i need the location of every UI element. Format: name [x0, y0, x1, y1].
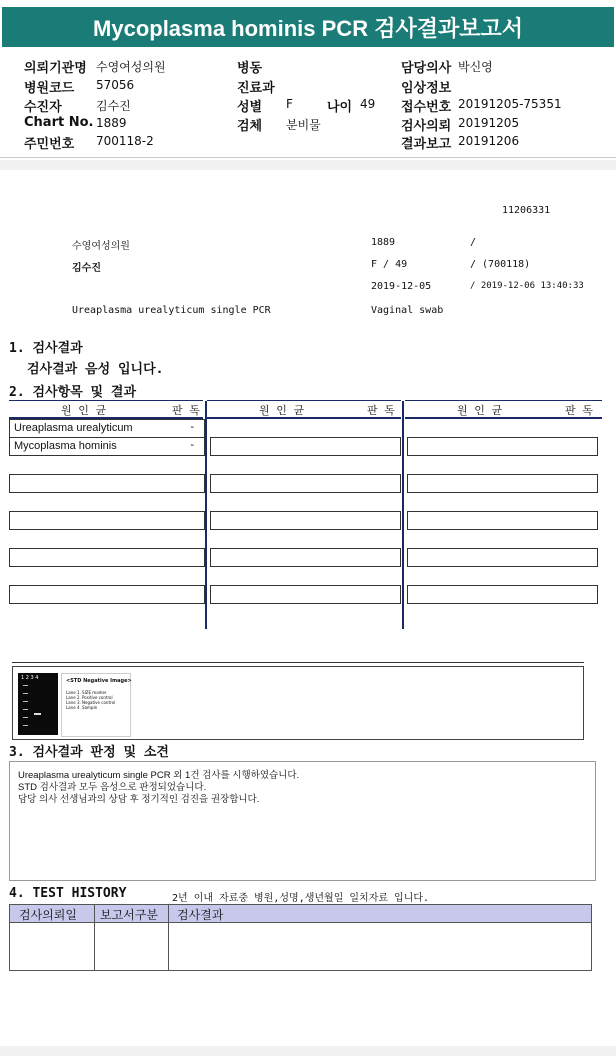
history-col-result: 검사결과 [177, 908, 224, 922]
clinical-label: 임상정보 [401, 81, 452, 96]
organism-name: Ureaplasma urealyticum [14, 422, 133, 434]
report-slash: / [470, 237, 477, 248]
table-divider-2 [402, 401, 404, 629]
history-col-type: 보고서구분 [100, 908, 158, 922]
result-row-mycoplasma [9, 437, 205, 456]
empty-cell [407, 474, 598, 493]
report-number: 11206331 [502, 205, 551, 216]
col-result-1: 판 독 [172, 404, 200, 417]
opinion-line: STD 검사결과 모두 음성으로 판정되었습니다. [18, 782, 207, 793]
empty-cell [210, 548, 401, 567]
gel-image [18, 673, 58, 735]
sex-value: F [286, 97, 293, 111]
age-value: 49 [360, 97, 376, 111]
gel-legend-line: Lane 2. Positive control [66, 695, 113, 700]
empty-cell [210, 585, 401, 604]
history-table-header [9, 904, 592, 923]
code-label: 병원코드 [24, 81, 75, 96]
section2-title: 2. 검사항목 및 결과 [9, 385, 137, 400]
patient-value: 김수진 [96, 99, 131, 113]
header-divider [0, 157, 616, 158]
receipt-label: 접수번호 [401, 100, 452, 115]
dept-label: 진료과 [237, 81, 275, 96]
gel-legend-line: Lane 1. SIZE marker [66, 690, 107, 695]
request-value: 20191205 [458, 116, 520, 130]
empty-cell [9, 511, 205, 530]
gel-lane-numbers: 1 2 3 4 [21, 675, 39, 681]
empty-cell [210, 511, 401, 530]
doctor-value: 박신영 [458, 60, 493, 74]
result-row-ureaplasma [9, 419, 205, 438]
report-title: Mycoplasma hominis PCR 검사결과보고서 [2, 7, 614, 47]
id-value: 700118-2 [96, 134, 154, 148]
organism-result: - [190, 439, 194, 451]
specimen-value: 분비물 [286, 118, 321, 132]
table-header-1 [9, 400, 203, 419]
report-date-received: 2019-12-05 [371, 281, 432, 292]
table-header-3 [405, 400, 602, 419]
chart-label: Chart No. [24, 115, 94, 130]
report-name: 김수진 [72, 263, 101, 274]
request-label: 검사의뢰 [401, 119, 452, 134]
doctor-label: 담당의사 [401, 61, 452, 76]
history-table-body [9, 922, 592, 971]
organism-result: - [190, 421, 194, 433]
table-header-2 [207, 400, 401, 419]
history-note: 2년 이내 자료중 병원,성명,생년월일 일치자료 입니다. [172, 893, 430, 904]
empty-cell [210, 437, 401, 456]
empty-cell [407, 437, 598, 456]
empty-cell [407, 585, 598, 604]
report-test: Ureaplasma urealyticum single PCR [72, 305, 271, 316]
chart-value: 1889 [96, 116, 127, 130]
empty-cell [9, 474, 205, 493]
section4-title: 4. TEST HISTORY [9, 886, 127, 901]
col-organism-1: 원 인 균 [61, 404, 107, 417]
report-date-label: 결과보고 [401, 137, 452, 152]
gel-legend [61, 673, 131, 737]
col-result-3: 판 독 [565, 404, 593, 417]
history-col-date: 검사의뢰일 [19, 908, 77, 922]
report-birth: / (700118) [470, 259, 531, 270]
report-specimen: Vaginal swab [371, 305, 444, 316]
gel-legend-line: Lane 3. Negative control [66, 700, 116, 705]
opinion-line: 담당 의사 선생님과의 상담 후 정기적인 검진을 권장합니다. [18, 794, 260, 805]
section1-title: 1. 검사결과 [9, 341, 83, 356]
report-sex-age: F / 49 [371, 259, 408, 270]
ward-label: 병동 [237, 61, 263, 76]
organism-name: Mycoplasma hominis [14, 440, 117, 452]
col-result-2: 판 독 [367, 404, 395, 417]
empty-cell [407, 511, 598, 530]
section3-title: 3. 검사결과 판정 및 소견 [9, 745, 169, 760]
empty-cell [9, 548, 205, 567]
gel-caption: <STD Negative Image> [66, 678, 132, 684]
col-organism-3: 원 인 균 [457, 404, 503, 417]
id-label: 주민번호 [24, 137, 75, 152]
empty-cell [407, 548, 598, 567]
gel-image-frame [12, 666, 584, 740]
gel-top-line [12, 662, 584, 663]
receipt-value: 20191205-75351 [458, 97, 562, 111]
report-hospital: 수영여성의원 [72, 241, 130, 252]
hospital-label: 의뢰기관명 [24, 61, 87, 76]
hospital-value: 수영여성의원 [96, 60, 166, 74]
age-label: 나이 [327, 100, 353, 115]
report-date-reported: / 2019-12-06 13:40:33 [470, 281, 584, 291]
header-gap [0, 160, 616, 170]
report-date-value: 20191206 [458, 134, 520, 148]
table-divider-1 [205, 401, 207, 629]
sex-label: 성별 [237, 100, 263, 115]
code-value: 57056 [96, 78, 135, 92]
opinion-box [9, 761, 596, 881]
specimen-label: 검체 [237, 119, 263, 134]
empty-cell [210, 474, 401, 493]
col-organism-2: 원 인 균 [259, 404, 305, 417]
opinion-line: Ureaplasma urealyticum single PCR 외 1건 검사를 시행하였습니다. [18, 770, 300, 781]
report-chart: 1889 [371, 237, 396, 248]
section1-result: 검사결과 음성 입니다. [27, 362, 164, 377]
gel-legend-line: Lane 4. Sample [66, 705, 98, 710]
patient-label: 수진자 [24, 100, 62, 115]
empty-cell [9, 585, 205, 604]
